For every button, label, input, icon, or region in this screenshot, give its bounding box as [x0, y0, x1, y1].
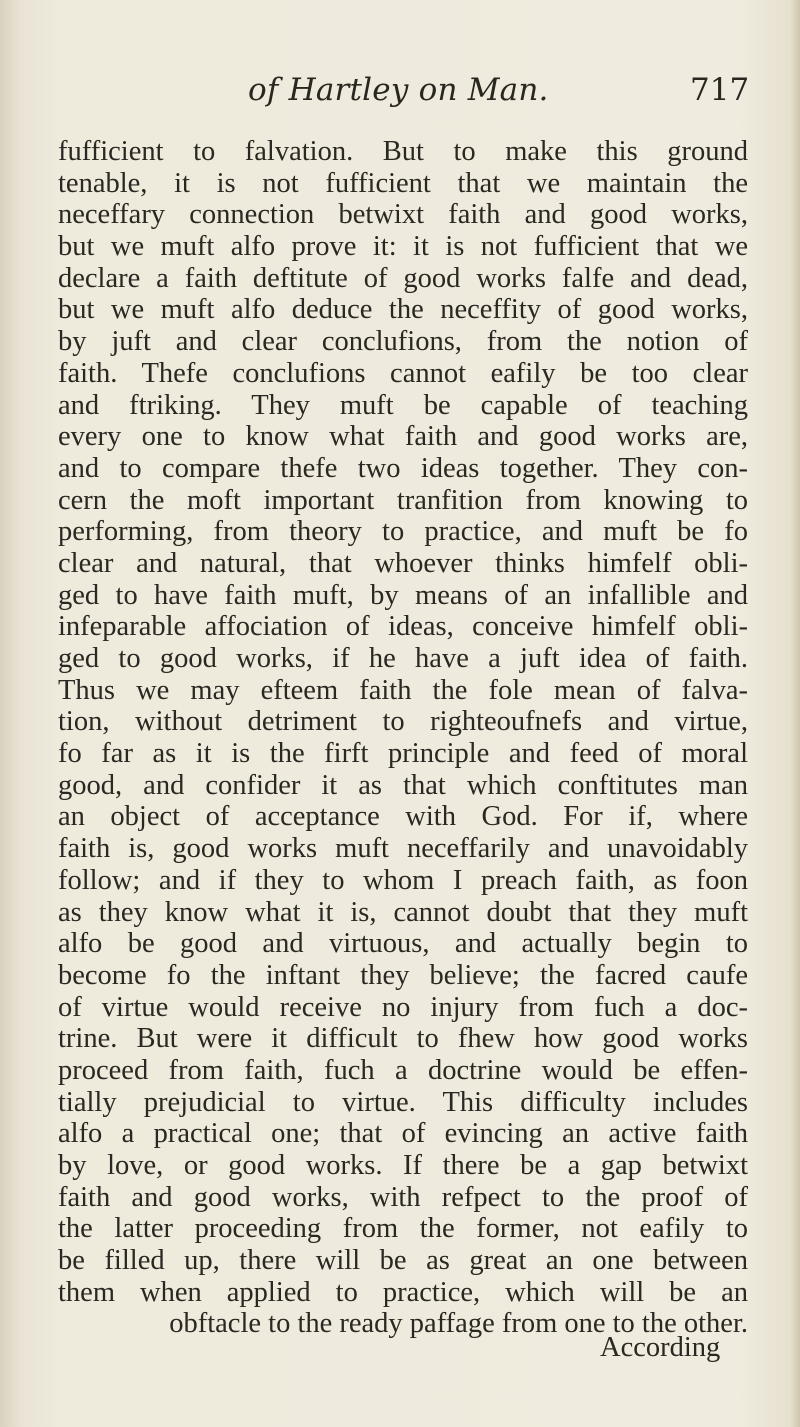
- text-line: performing, from theory to practice, and muft be fo: [58, 516, 748, 548]
- text-line: tion, without detriment to righteoufnefs and virtue,: [58, 706, 748, 738]
- text-line: fufficient to falvation. But to make this ground: [58, 136, 748, 167]
- text-line: declare a faith deftitute of good works falfe and dead,: [58, 262, 748, 294]
- text-line: ged to have faith muft, by means of an infallible and: [58, 579, 748, 611]
- text-line: trine. But were it difficult to fhew how good works: [58, 1023, 748, 1055]
- text-line: them when applied to practice, which will be an: [58, 1276, 748, 1308]
- text-line: fo far as it is the firft principle and feed of moral: [58, 738, 748, 770]
- page-number: 717: [690, 72, 750, 108]
- text-line: neceffary connection betwixt faith and good works,: [58, 199, 748, 231]
- text-line: follow; and if they to whom I preach faith, as foon: [58, 864, 748, 896]
- text-line: be filled up, there will be as great an one between: [58, 1245, 748, 1277]
- text-line: and ftriking. They muft be capable of teaching: [58, 389, 748, 421]
- running-head: [0, 68, 800, 112]
- text-line: faith is, good works muft neceffarily and unavoidably: [58, 833, 748, 865]
- text-line: ged to good works, if he have a juft idea of faith.: [58, 643, 748, 674]
- text-line: of virtue would receive no injury from fuch a doc-: [58, 991, 748, 1023]
- text-line: but we muft alfo deduce the neceffity of good works,: [58, 294, 748, 326]
- text-line: alfo be good and virtuous, and actually begin to: [58, 928, 748, 960]
- text-line: proceed from faith, fuch a doctrine would be effen-: [58, 1054, 748, 1086]
- text-line: faith and good works, with refpect to the proof of: [58, 1181, 748, 1213]
- text-line: faith. Thefe conclufions cannot eafily be too clear: [58, 357, 748, 389]
- text-line: alfo a practical one; that of evincing an active faith: [58, 1118, 748, 1150]
- text-line: the latter proceeding from the former, not eafily to: [58, 1213, 748, 1245]
- text-line: tially prejudicial to virtue. This difficulty includes: [58, 1086, 748, 1118]
- text-line: every one to know what faith and good works are,: [58, 421, 748, 453]
- text-line: but we muft alfo prove it: it is not fufficient that we: [58, 231, 748, 263]
- text-line: cern the moft important tranfition from knowing to: [58, 484, 748, 516]
- text-line: an object of acceptance with God. For if, where: [58, 801, 748, 833]
- text-line: Thus we may efteem faith the fole mean of falva-: [58, 674, 748, 706]
- text-line: tenable, it is not fufficient that we maintain the: [58, 167, 748, 199]
- text-line: infeparable affociation of ideas, conceive himfelf obli-: [58, 611, 748, 643]
- catchword: According: [600, 1332, 721, 1363]
- text-line: become fo the inftant they believe; the facred caufe: [58, 959, 748, 991]
- body-text: [58, 136, 748, 1340]
- text-line: good, and confider it as that which conftitutes man: [58, 769, 748, 801]
- text-line: and to compare thefe two ideas together. They con-: [58, 452, 748, 484]
- text-line: obftacle to the ready paffage from one to the other.: [169, 1308, 748, 1340]
- text-line: by love, or good works. If there be a gap betwixt: [58, 1150, 748, 1181]
- text-line: clear and natural, that whoever thinks himfelf obli-: [58, 547, 748, 579]
- running-title: of Hartley on Man.: [248, 72, 549, 108]
- text-line: by juft and clear conclufions, from the notion of: [58, 326, 748, 358]
- text-line: as they know what it is, cannot doubt that they muft: [58, 896, 748, 928]
